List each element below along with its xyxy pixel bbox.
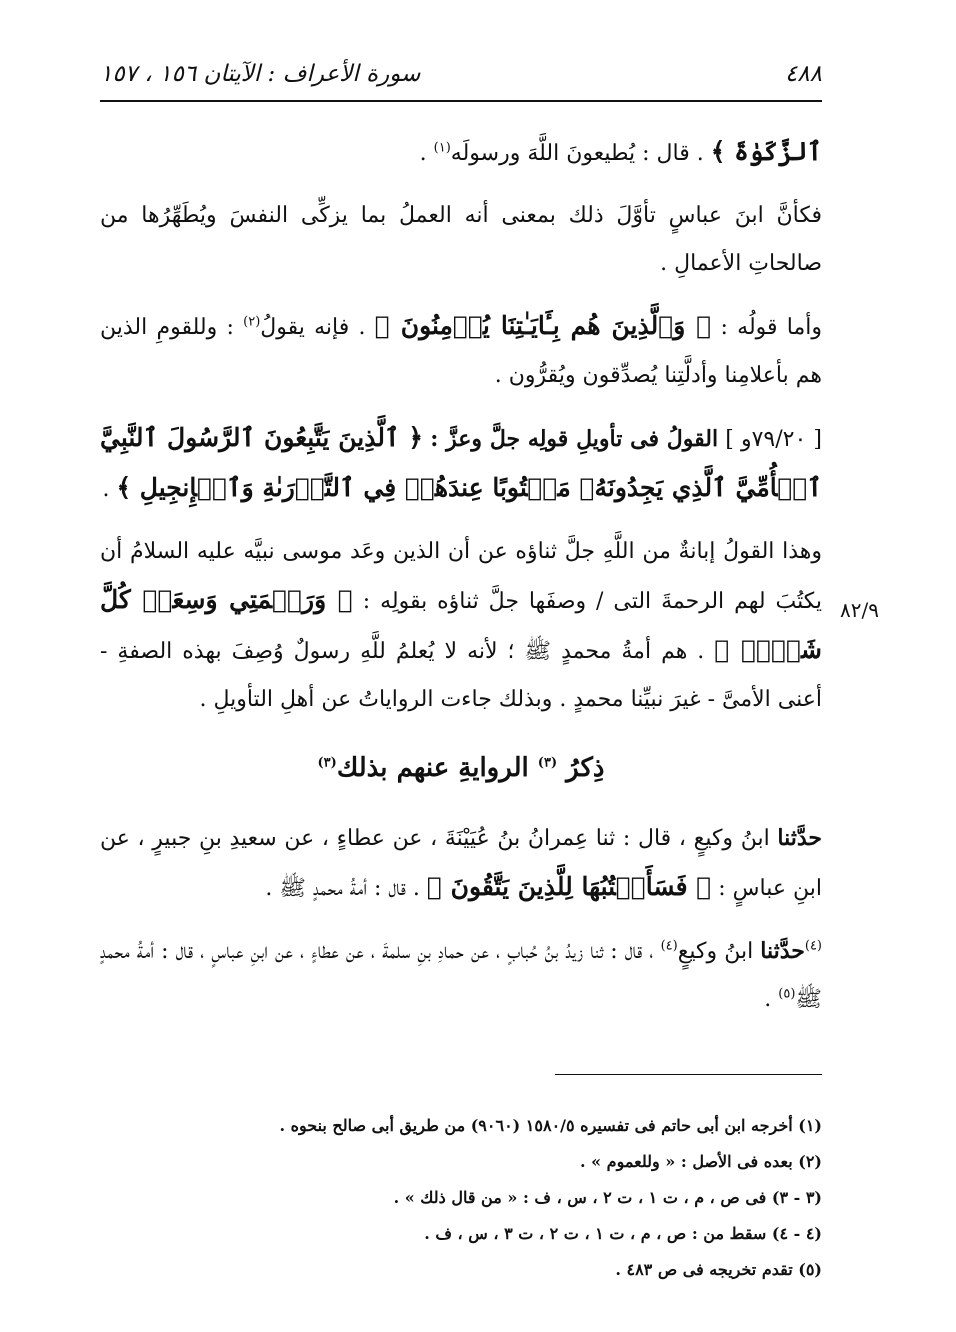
footnote: (١) أخرجه ابن أبى حاتم فى تفسيره ١٥٨٠/٥ (٩٠٦٠) من طريق أبى صالح بنحوه . <box>279 1116 822 1135</box>
section-lead: القولُ فى تأويلِ قولِه جلَّ وعزَّ : <box>430 426 719 452</box>
quran-quote: ﴿ وَٱلَّذِينَ هُم بِـَٔايَـٰتِنَا يُؤۡمِنُونَ ﴾ <box>374 311 712 340</box>
narrator-name: ابنُ وكيعٍ <box>677 939 754 964</box>
footnote-marker: (٣) <box>537 755 558 771</box>
paragraph-text: وهذا القولُ إبانةٌ من اللَّهِ جلَّ ثناؤه عن أن الذين وعَد موسى نبيَّه عليه السلامُ أن يكتُبَ لهم الرحمةَ التى / وصفَها جلَّ ثناؤه بقولِه : <box>100 539 823 614</box>
page-number: ٤٨٨ <box>784 61 822 87</box>
paragraph-end: . <box>419 141 427 166</box>
paragraph-text: : وللقومِ الذين هم بأعلامِنا وأدلَّتِنا يُصدِّقون ويُقرُّون . <box>100 315 822 388</box>
section-heading: ذِكرُ $^{(٣)}$ الروايةِ عنهم بذلك$^{(٣)}$ <box>317 753 605 783</box>
page-header <box>100 52 822 96</box>
quran-quote: ﴿ فَسَأَكۡتُبُهَا لِلَّذِينَ يَتَّقُونَ ﴾ <box>426 872 712 901</box>
footnote-marker: (١) <box>433 140 451 156</box>
footnote-rule <box>555 1074 822 1075</box>
paragraph-text: . قال : يُطيعونَ اللَّهَ ورسولَه <box>450 141 704 166</box>
footnote: (٥) تقدم تخريجه فى ص ٤٨٣ . <box>615 1260 822 1279</box>
footnote: (٣ - ٣) فى ص ، م ، ت ١ ، ت ٢ ، س ، ف : « من قال ذلك » . <box>393 1188 822 1207</box>
footnote-marker: (٤) <box>660 938 678 954</box>
quran-quote: ﴿ ٱلَّذِينَ يَتَّبِعُونَ ٱلرَّسُولَ ٱلنَّبِيَّ ٱلۡأُمِّيَّ ٱلَّذِي يَجِدُونَهُۥ مَكۡتُوبًا عِندَهُمۡ فِي ٱلتَّوۡرَىٰةِ وَٱلۡإِنجِيلِ ﴾ <box>100 423 822 502</box>
paragraph-text: . فإنه يقولُ <box>260 315 366 340</box>
paragraph-5 <box>100 528 822 724</box>
paragraph-end: . قال : أمةُ محمدٍ ﷺ . <box>265 876 420 901</box>
footnotes <box>160 1108 822 1288</box>
paragraph-text: ، قال : ثنا زيدُ بنُ حُبابٍ ، عن حمادِ بنِ سلمةَ ، عن عطاءٍ ، عن ابنِ عباسٍ ، قال : أمةُ محمدٍ ﷺ <box>100 939 822 1012</box>
paragraph-lead: وأما قولُه : <box>720 315 822 340</box>
paragraph-text: . هم أمةُ محمدٍ ﷺ ؛ لأنه لا يُعلمُ للَّهِ رسولٌ وُصِفَ بهذه الصفةِ - أعنى الأمىَّ - غيرَ نبيِّنا محمدٍ . وبذلك جاءت الرواياتُ عن أهلِ التأويلِ . <box>100 639 822 712</box>
footnote-marker: (٢) <box>243 314 261 330</box>
paragraph-7 <box>100 927 822 1024</box>
paragraph-2: فكأنَّ ابنَ عباسٍ تأوَّلَ ذلك بمعنى أنه العملُ بما يزكِّى النفسَ ويُطَهِّرُها من صالحاتِ الأعمالِ . <box>100 203 822 276</box>
paragraph-6 <box>100 814 822 913</box>
footnote-marker: (٥) <box>778 986 796 1002</box>
paragraph-3 <box>100 302 822 400</box>
footnote-marker: (٤) <box>804 938 822 954</box>
quran-quote: ﴿ وَرَحۡمَتِي وَسِعَتۡ كُلَّ شَيۡءٖ ﴾ <box>100 585 822 664</box>
paragraph-1 <box>100 128 822 178</box>
manuscript-reference: [ ٧٩/٢٠و ] <box>725 427 822 452</box>
main-text <box>100 128 822 1038</box>
paragraph-end: . <box>764 987 772 1012</box>
hadith-lead: حدَّثنا <box>777 825 822 851</box>
footnote: (٤ - ٤) سقط من : ص ، م ، ت ١ ، ت ٢ ، ت ٣ ، س ، ف . <box>424 1224 822 1243</box>
footnote-marker: (٣) <box>317 755 337 771</box>
paragraph-4 <box>100 414 822 514</box>
margin-volume-page-note: ٨٢/٩ <box>840 598 879 622</box>
hadith-lead: حدَّثنا <box>760 938 805 964</box>
header-rule <box>100 100 822 102</box>
paragraph-text: ابنُ وكيعٍ ، قال : ثنا عِمرانُ بنُ عُيَيْنَةَ ، عن عطاءٍ ، عن سعيدِ بنِ جبيرٍ ، عن ابنِ عباسٍ : <box>100 826 822 901</box>
paragraph-end: . <box>102 477 110 502</box>
quran-quote: ٱلزَّكَوٰةَ ﴾ <box>710 137 822 166</box>
footnote: (٢) بعده فى الأصل : « وللعموم » . <box>579 1152 822 1171</box>
running-title: سورة الأعراف : الآيتان ١٥٦ ، ١٥٧ <box>100 61 421 87</box>
